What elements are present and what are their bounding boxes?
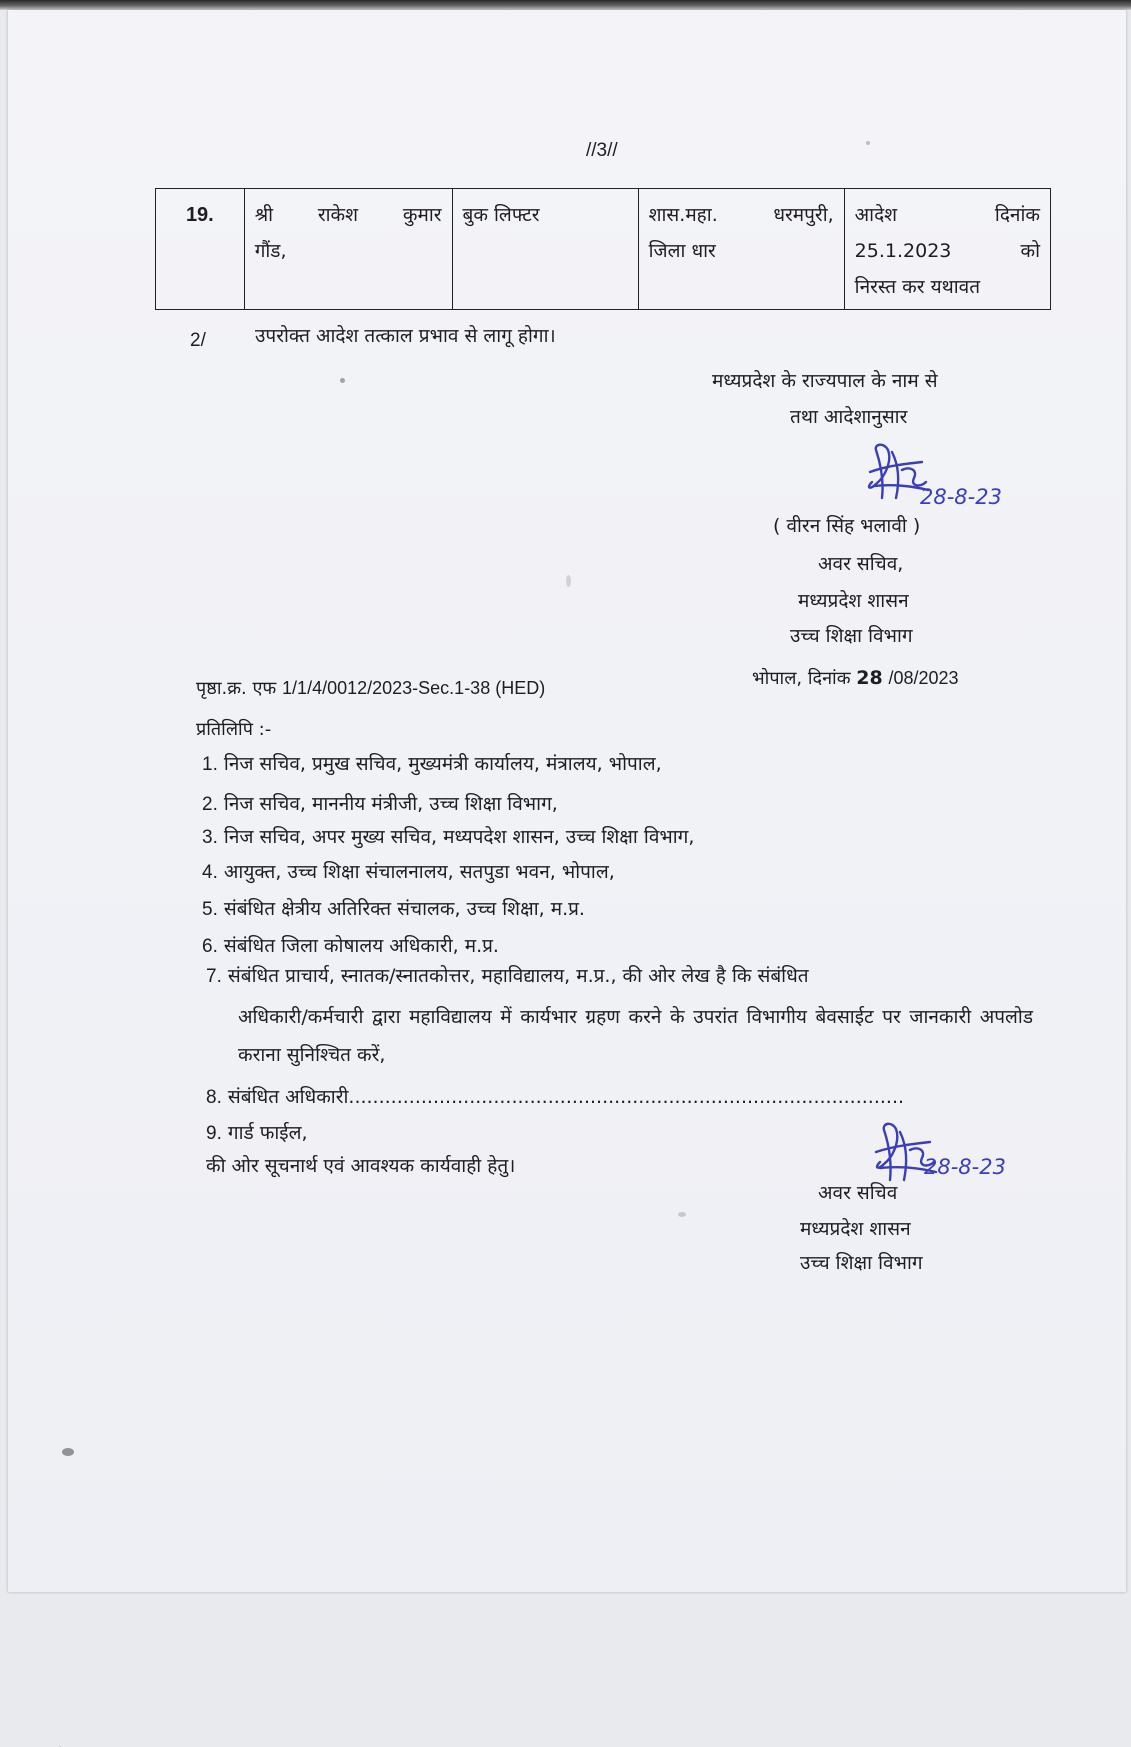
list-number: 6. <box>202 936 218 957</box>
reference-code: 1/1/4/0012/2023-Sec.1-38 (HED) <box>282 678 546 698</box>
list-text: संबंधित क्षेत्रीय अतिरिक्त संचालक, उच्च शिक्षा, म.प्र. <box>223 898 585 920</box>
signature-2-date: 28-8-23 <box>924 1155 1006 1179</box>
list-item <box>202 932 499 958</box>
scan-top-edge <box>0 0 1131 10</box>
place-prefix: भोपाल, दिनांक <box>752 668 851 689</box>
college-place <box>638 189 844 310</box>
employee-name <box>244 189 452 310</box>
list-item <box>202 823 694 849</box>
list-item-continuation: अधिकारी/कर्मचारी द्वारा महाविद्यालय में कार्यभार ग्रहण करने के उपरांत विभागीय बेवसाईट पर जानकारी अपलोड कराना सुनिश्चित करें, <box>238 1006 1033 1066</box>
list-number: 4. <box>202 862 218 883</box>
list-text: निज सचिव, अपर मुख्य सचिव, मध्यपदेश शासन, उच्च शिक्षा विभाग, <box>223 826 695 848</box>
scan-speck <box>62 1448 74 1456</box>
list-text: संबंधित जिला कोषालय अधिकारी, म.प्र. <box>223 935 499 957</box>
list-text: निज सचिव, प्रमुख सचिव, मुख्यमंत्री कार्यालय, मंत्रालय, भोपाल, <box>223 753 662 775</box>
list-number: 8. <box>206 1087 222 1108</box>
list-item <box>202 858 615 884</box>
scan-speck <box>866 141 870 145</box>
list-item <box>206 1119 308 1145</box>
serial-number: 19. <box>156 189 245 310</box>
list-item <box>206 962 809 988</box>
order-status-line1: आदेश दिनांक <box>854 204 1040 226</box>
date-month-year: /08/2023 <box>888 668 959 688</box>
list-item <box>202 790 558 816</box>
college-place-line1: शास.महा. धरमपुरी, <box>648 204 834 226</box>
list-text: संबंधित प्राचार्य, स्नातक/स्नातकोत्तर, महाविद्यालय, म.प्र., की ओर लेख है कि संबंधित <box>227 965 809 987</box>
employee-name-line1: श्री राकेश कुमार <box>254 204 442 226</box>
list-item <box>202 895 585 921</box>
list-number: 9. <box>206 1123 222 1144</box>
copy-to-heading: प्रतिलिपि :- <box>196 719 272 740</box>
scan-speck <box>340 378 345 383</box>
scan-speck <box>678 1212 686 1217</box>
list-number: 1. <box>202 754 218 775</box>
scan-speck <box>566 575 571 587</box>
signature-1-date: 28-8-23 <box>920 485 1002 509</box>
signatory-name: ( वीरन सिंह भलावी ) <box>773 515 921 537</box>
list-text: गार्ड फाईल, <box>227 1122 308 1144</box>
college-place-line2: जिला धार <box>648 240 716 262</box>
signatory-department: उच्च शिक्षा विभाग <box>790 625 913 647</box>
signature-1-svg <box>862 440 1002 515</box>
governor-order-line1: मध्यप्रदेश के राज्यपाल के नाम से <box>712 370 938 392</box>
date-day: 28 <box>856 667 883 689</box>
reference-prefix: पृष्ठा.क्र. एफ <box>196 678 277 699</box>
list-item <box>202 750 662 776</box>
list-text: आयुक्त, उच्च शिक्षा संचालनालय, सतपुडा भवन, भोपाल, <box>223 861 615 883</box>
list-number: 7. <box>206 966 222 987</box>
employee-name-line2: गौंड, <box>254 240 287 262</box>
paragraph-number: 2/ <box>190 330 206 351</box>
list-item <box>206 1083 904 1109</box>
order-status-line3: निरस्त कर यथावत <box>854 276 981 298</box>
list-number: 2. <box>202 794 218 815</box>
signatory-2-department: उच्च शिक्षा विभाग <box>800 1252 923 1274</box>
table-row <box>156 189 1051 310</box>
order-status-line2: 25.1.2023 को <box>854 240 1040 262</box>
signatory-designation: अवर सचिव, <box>818 553 904 575</box>
paragraph-text: उपरोक्त आदेश तत्काल प्रभाव से लागू होगा। <box>255 325 556 347</box>
closing-line: की ओर सूचनार्थ एवं आवश्यक कार्यवाही हेतु। <box>206 1155 516 1177</box>
place-date <box>752 666 959 690</box>
designation-cell: बुक लिफ्टर <box>452 189 638 310</box>
governor-order-line2: तथा आदेशानुसार <box>790 406 908 428</box>
list-text: संबंधित अधिकारी............................................................................................ <box>227 1086 905 1108</box>
signatory-2-government: मध्यप्रदेश शासन <box>800 1218 911 1240</box>
list-text: निज सचिव, माननीय मंत्रीजी, उच्च शिक्षा विभाग, <box>223 793 558 815</box>
reference-number <box>196 676 545 700</box>
list-number: 5. <box>202 899 218 920</box>
order-status <box>844 189 1050 310</box>
signatory-government: मध्यप्रदेश शासन <box>798 590 909 612</box>
page-number: //3// <box>586 140 618 161</box>
list-number: 3. <box>202 827 218 848</box>
signatory-2-designation: अवर सचिव <box>818 1182 898 1204</box>
transfer-table <box>155 188 1051 310</box>
signature-1-image <box>862 440 1002 519</box>
